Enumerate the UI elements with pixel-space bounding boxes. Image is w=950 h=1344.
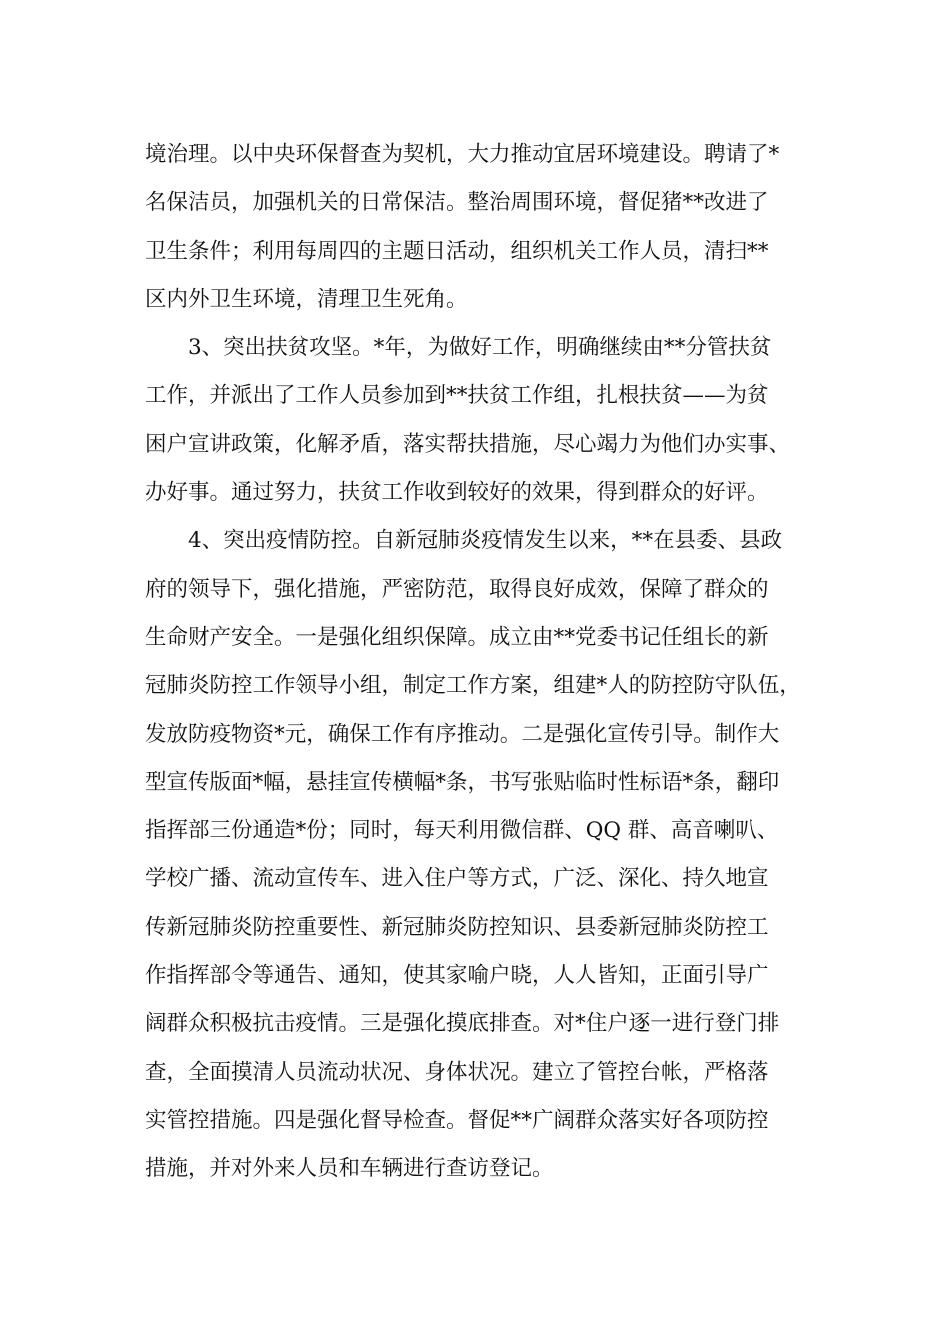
text-line: 工作，并派出了工作人员参加到**扶贫工作组，扎根扶贫——为贫 bbox=[145, 383, 769, 409]
text-line: 办好事。通过努力，扶贫工作收到较好的效果，得到群众的好评。 bbox=[145, 480, 769, 506]
text-line: 发放防疫物资*元，确保工作有序推动。二是强化宣传引导。制作大 bbox=[145, 721, 780, 747]
text-line-paragraph-start: 4、突出疫情防控。自新冠肺炎疫情发生以来，**在县委、县政 bbox=[188, 528, 783, 554]
text-line: 查，全面摸清人员流动状况、身体状况。建立了管控台帐，严格落 bbox=[145, 1059, 769, 1085]
text-line: 指挥部三份通造*份；同时，每天利用微信群、QQ 群、高音喇叭、 bbox=[145, 818, 779, 844]
text-line: 措施，并对外来人员和车辆进行查访登记。 bbox=[145, 1156, 554, 1182]
text-line: 学校广播、流动宣传车、进入住户等方式，广泛、深化、持久地宣 bbox=[145, 866, 769, 892]
text-line: 区内外卫生环境，清理卫生死角。 bbox=[145, 286, 468, 312]
body-text bbox=[145, 131, 820, 1194]
text-line: 实管控措施。四是强化督导检查。督促**广阔群众落实好各项防控 bbox=[145, 1107, 769, 1133]
text-line-paragraph-start: 3、突出扶贫攻坚。*年，为做好工作，明确继续由**分管扶贫 bbox=[188, 335, 772, 361]
text-line: 型宣传版面*幅，悬挂宣传横幅*条，书写张贴临时性标语*条，翻印 bbox=[145, 769, 780, 795]
text-line: 府的领导下，强化措施，严密防范，取得良好成效，保障了群众的 bbox=[145, 576, 769, 602]
text-line: 境治理。以中央环保督查为契机，大力推动宜居环境建设。聘请了* bbox=[145, 142, 780, 167]
text-line: 冠肺炎防控工作领导小组，制定工作方案，组建*人的防控防守队伍， bbox=[145, 673, 801, 699]
text-line: 名保洁员，加强机关的日常保洁。整治周围环境，督促猪**改进了 bbox=[145, 190, 769, 216]
text-line: 作指挥部令等通告、通知，使其家喻户晓，人人皆知，正面引导广 bbox=[145, 963, 769, 989]
text-line: 阔群众积极抗击疫情。三是强化摸底排查。对*住户逐一进行登门排 bbox=[145, 1011, 780, 1037]
text-line: 传新冠肺炎防控重要性、新冠肺炎防控知识、县委新冠肺炎防控工 bbox=[145, 914, 769, 940]
text-line: 生命财产安全。一是强化组织保障。成立由**党委书记任组长的新 bbox=[145, 624, 769, 650]
text-line: 卫生条件；利用每周四的主题日活动，组织机关工作人员，清扫** bbox=[145, 238, 769, 264]
text-line: 困户宣讲政策，化解矛盾，落实帮扶措施，尽心竭力为他们办实事、 bbox=[145, 431, 791, 457]
